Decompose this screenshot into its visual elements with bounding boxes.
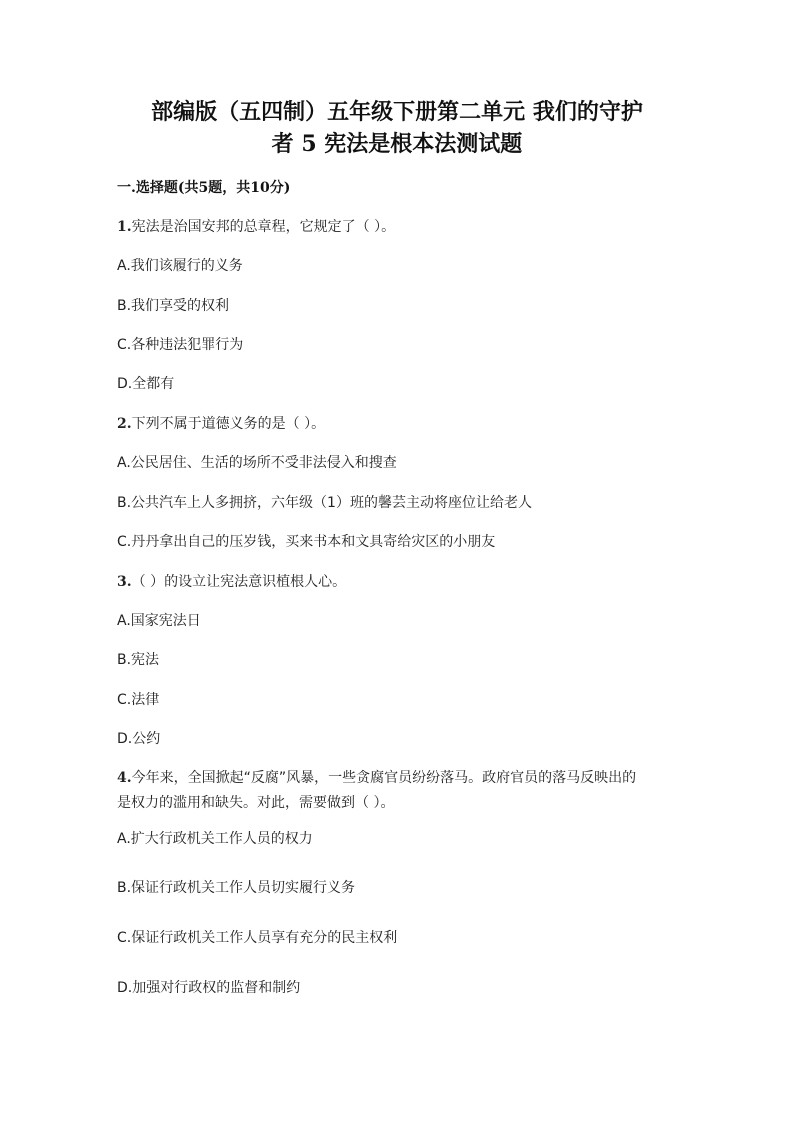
question-4 [117, 766, 647, 816]
question-3-option-b: B.宪法 [117, 652, 160, 668]
question-1-option-d: D.全都有 [117, 376, 175, 392]
question-4-option-a: A.扩大行政机关工作人员的权力 [117, 831, 313, 847]
question-1-option-a: A.我们该履行的义务 [117, 258, 243, 274]
page-title-line-2: 者 5 宪法是根本法测试题 [271, 131, 523, 157]
question-1 [117, 217, 687, 237]
question-1-option-c: C.各种违法犯罪行为 [117, 337, 244, 353]
question-text: 今年来，全国掀起“反腐”风暴，一些贪腐官员纷纷落马。政府官员的落马反映出的是权力的滥用和缺失。对此，需要做到（ ）。 [117, 770, 637, 811]
question-1-option-b: B.我们享受的权利 [117, 298, 230, 314]
question-number: 2. [117, 416, 132, 432]
question-4-option-b: B.保证行政机关工作人员切实履行义务 [117, 880, 356, 896]
question-3-option-c: C.法律 [117, 692, 160, 708]
question-text: 宪法是治国安邦的总章程，它规定了（ ）。 [131, 219, 396, 235]
question-number: 4. [117, 770, 132, 786]
question-4-option-d: D.加强对行政权的监督和制约 [117, 980, 301, 996]
page-title-line-1: 部编版（五四制）五年级下册第二单元 我们的守护 [151, 99, 643, 125]
question-text: （ ）的设立让宪法意识植根人心。 [131, 574, 347, 590]
question-2 [117, 414, 687, 434]
question-number: 3. [117, 574, 132, 590]
question-text: 下列不属于道德义务的是（ ）。 [131, 416, 326, 432]
question-3-option-a: A.国家宪法日 [117, 613, 201, 629]
section-heading: 一.选择题(共5题，共10分) [117, 180, 291, 196]
question-3-option-d: D.公约 [117, 731, 161, 747]
question-2-option-b: B.公共汽车上人多拥挤，六年级（1）班的馨芸主动将座位让给老人 [117, 495, 532, 511]
question-3 [117, 572, 687, 592]
question-2-option-c: C.丹丹拿出自己的压岁钱，买来书本和文具寄给灾区的小朋友 [117, 534, 496, 550]
question-number: 1. [117, 219, 132, 235]
question-2-option-a: A.公民居住、生活的场所不受非法侵入和搜查 [117, 455, 397, 471]
question-4-option-c: C.保证行政机关工作人员享有充分的民主权利 [117, 930, 398, 946]
